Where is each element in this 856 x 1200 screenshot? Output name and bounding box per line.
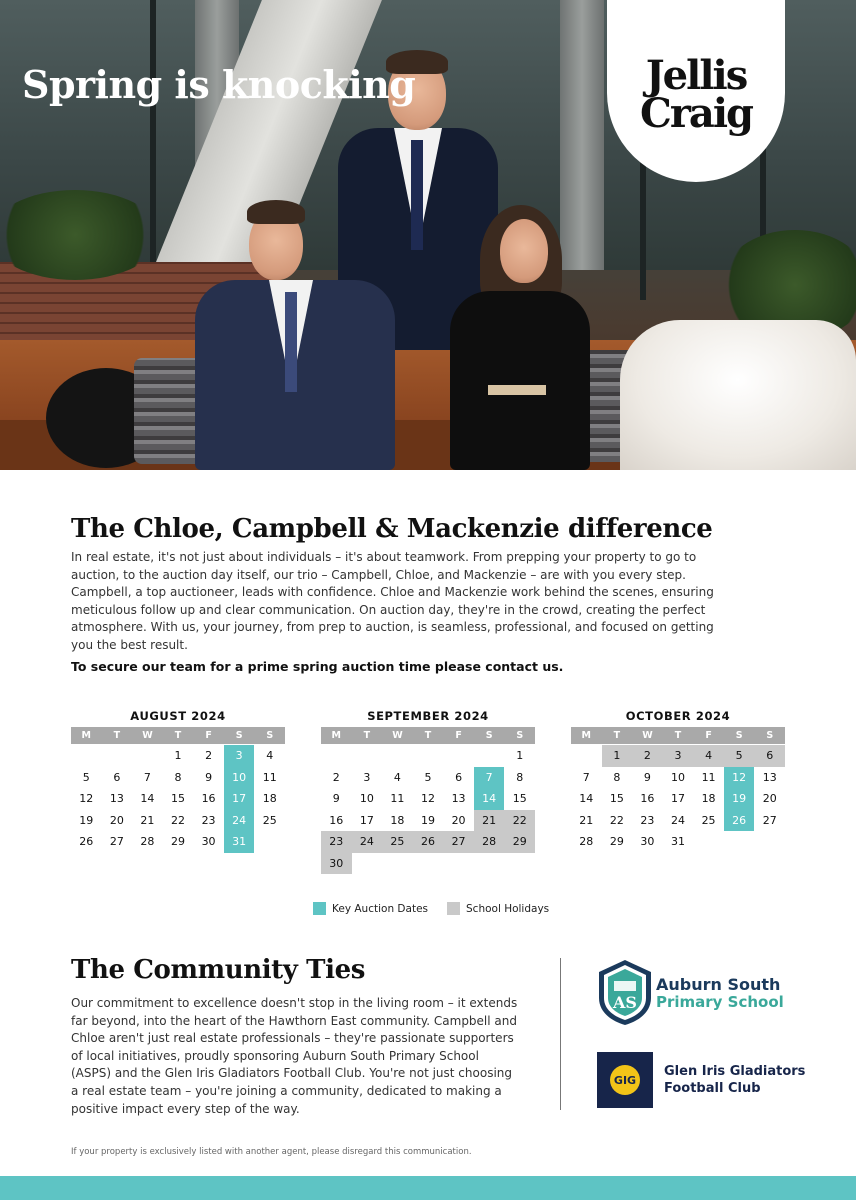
- calendar-day: 11: [262, 770, 277, 784]
- intro-title: The Chloe, Campbell & Mackenzie difference: [71, 514, 713, 544]
- calendar-day: 7: [582, 770, 590, 784]
- weekday-header: M: [581, 730, 592, 741]
- calendar-day: 30: [201, 835, 216, 848]
- sheepskin-throw: [620, 320, 856, 470]
- calendar-day: 19: [79, 813, 94, 827]
- calendar-day: 9: [332, 792, 340, 805]
- calendar-blank: [321, 745, 352, 767]
- calendar-day: 13: [451, 792, 466, 805]
- weekday-header: S: [485, 730, 493, 741]
- weekday-header-row: [71, 727, 285, 744]
- calendar-month-title: SEPTEMBER 2024: [367, 709, 489, 723]
- calendar-day: 11: [390, 792, 405, 805]
- calendar-blank: [413, 745, 444, 767]
- calendar-day: 23: [640, 813, 655, 827]
- calendar-day: 10: [359, 792, 374, 805]
- calendar-day: 24: [670, 813, 685, 827]
- calendar-day: 5: [424, 770, 432, 784]
- calendar-blank: [382, 745, 413, 767]
- weekday-header: S: [735, 730, 743, 741]
- calendar-day: 14: [579, 792, 594, 805]
- calendar-day-key-auction: 26: [724, 810, 755, 832]
- calendar-day-school-holiday: 23: [321, 831, 352, 853]
- hero-headline: Spring is knocking: [22, 62, 416, 107]
- calendar-day: 16: [329, 813, 344, 827]
- calendar-day: 6: [455, 770, 463, 784]
- calendar-day: 16: [640, 792, 655, 805]
- calendar-day: 25: [701, 813, 716, 827]
- calendar-blank: [102, 745, 133, 767]
- calendar-blank: [71, 745, 102, 767]
- weekday-header: M: [331, 730, 342, 741]
- calendar-day: 8: [613, 770, 621, 784]
- calendar-day: 20: [762, 792, 777, 805]
- asps-crest-letters: AS: [613, 993, 637, 1012]
- weekday-header: S: [266, 730, 274, 741]
- calendar-day: 21: [579, 813, 594, 827]
- calendar-day: 14: [140, 792, 155, 805]
- calendar-month-title: AUGUST 2024: [130, 709, 226, 723]
- calendar-september: [321, 709, 535, 874]
- calendar-day-school-holiday: 29: [504, 831, 535, 853]
- calendar-day-key-auction: 31: [224, 831, 255, 853]
- calendar-day: 10: [670, 770, 685, 784]
- calendar-day: 8: [516, 770, 524, 784]
- calendar-day: 31: [670, 835, 685, 848]
- calendar-blank: [352, 745, 383, 767]
- ggfc-name-line2: Football Club: [664, 1081, 761, 1096]
- calendar-day: 30: [640, 835, 655, 848]
- calendar-day-key-auction: 14: [474, 788, 505, 810]
- weekday-header: W: [642, 730, 653, 741]
- weekday-header: F: [705, 730, 712, 741]
- intro-body: In real estate, it's not just about individuals – it's about teamwork. From prepping your property to go to auction, to the auction day itself, our trio – Campbell, Chloe, and Mackenzie – are with you every step. Campbell, a top auctioneer, leads with confidence. Chloe and Mackenzie work behind the scenes, ensuring meticulous follow up and clear communication. On auction day, they're in the crowd, creating the perfect atmosphere. With us, your journey, from prep to auction, is seamless, professional, and focused on getting you the best result.: [71, 550, 714, 652]
- calendar-day: 4: [393, 770, 401, 784]
- calendar-day: 23: [201, 813, 216, 827]
- weekday-header: T: [613, 730, 621, 741]
- community-title: The Community Ties: [71, 955, 365, 985]
- calendar-blank: [571, 745, 602, 767]
- calendar-day: 13: [762, 770, 777, 784]
- calendar-day: 12: [420, 792, 435, 805]
- weekday-header: T: [424, 730, 432, 741]
- calendar-day: 9: [205, 770, 213, 784]
- calendar-day-key-auction: 10: [224, 767, 255, 789]
- calendar-day-grid: [71, 745, 285, 853]
- calendar-day-school-holiday: 6: [754, 745, 785, 767]
- vertical-divider: [560, 958, 561, 1110]
- legend-key-auction: [313, 902, 428, 915]
- ggfc-name-line1: Glen Iris Gladiators: [664, 1064, 806, 1079]
- calendar-day: 18: [262, 792, 277, 805]
- calendar-day: 1: [174, 749, 182, 762]
- calendar-day: 6: [113, 770, 121, 784]
- calendar-blank: [474, 745, 505, 767]
- calendar-day: 26: [79, 835, 94, 848]
- calendar-day-school-holiday: 5: [724, 745, 755, 767]
- calendar-day-key-auction: 17: [224, 788, 255, 810]
- weekday-header-row: [321, 727, 535, 744]
- calendar-day-grid: [321, 745, 535, 874]
- weekday-header: F: [205, 730, 212, 741]
- legend-label: Key Auction Dates: [332, 902, 429, 915]
- calendar-day-grid: [571, 745, 785, 853]
- calendar-day: 25: [262, 813, 277, 827]
- weekday-header: T: [174, 730, 182, 741]
- legend-swatch-grey: [447, 902, 460, 915]
- calendar-day: 15: [512, 792, 527, 805]
- legend-school-holidays: [447, 902, 549, 915]
- calendar-day: 2: [205, 749, 213, 762]
- calendar-day: 29: [609, 835, 624, 848]
- calendar-month-title: OCTOBER 2024: [625, 709, 731, 723]
- calendar-blank: [132, 745, 163, 767]
- calendar-day: 28: [579, 835, 594, 848]
- calendar-day: 16: [201, 792, 216, 805]
- legend-swatch-teal: [313, 902, 326, 915]
- weekday-header: S: [235, 730, 243, 741]
- logo-word-jellis: Jellis: [645, 52, 747, 99]
- calendar-day: 8: [174, 770, 182, 784]
- calendar-day: 15: [609, 792, 624, 805]
- calendar-day-school-holiday: 1: [602, 745, 633, 767]
- calendar-day-key-auction: 24: [224, 810, 255, 832]
- calendar-blank: [443, 745, 474, 767]
- calendar-day: 19: [420, 813, 435, 827]
- calendar-day-school-holiday: 30: [321, 853, 352, 875]
- logo-word-craig: Craig: [640, 90, 752, 137]
- calendar-august: [71, 709, 285, 853]
- calendar-day: 17: [670, 792, 685, 805]
- calendar-day-key-auction: 7: [474, 767, 505, 789]
- contact-cta: To secure our team for a prime spring auction time please contact us.: [71, 659, 564, 674]
- ggfc-badge-icon: [597, 1052, 653, 1108]
- calendar-day-school-holiday: 25: [382, 831, 413, 853]
- weekday-header: S: [766, 730, 774, 741]
- asps-name-line2: Primary School: [656, 993, 784, 1011]
- calendar-day: 27: [762, 813, 777, 827]
- calendar-day-key-auction: 12: [724, 767, 755, 789]
- calendar-day: 29: [170, 835, 185, 848]
- calendar-day: 22: [170, 813, 185, 827]
- legend-label: School Holidays: [466, 902, 550, 915]
- calendar-day: 4: [266, 749, 274, 762]
- calendar-day: 15: [170, 792, 185, 805]
- weekday-header: S: [516, 730, 524, 741]
- calendar-day-school-holiday: 3: [663, 745, 694, 767]
- person-mackenzie: [195, 200, 395, 470]
- footer-accent-bar: [0, 1176, 856, 1200]
- weekday-header-row: [571, 727, 785, 744]
- ggfc-badge-letters: GIG: [613, 1074, 637, 1087]
- calendar-day: 27: [109, 835, 124, 848]
- calendar-day: 7: [143, 770, 151, 784]
- weekday-header: W: [142, 730, 153, 741]
- calendar-day: 3: [363, 770, 371, 784]
- calendar-day-school-holiday: 26: [413, 831, 444, 853]
- calendar-day: 18: [701, 792, 716, 805]
- weekday-header: M: [81, 730, 92, 741]
- calendar-day: 20: [451, 813, 466, 827]
- calendar-day-key-auction: 3: [224, 745, 255, 767]
- calendar-day-school-holiday: 2: [632, 745, 663, 767]
- weekday-header: T: [674, 730, 682, 741]
- calendar-day: 11: [701, 770, 716, 784]
- calendar-day: 20: [109, 813, 124, 827]
- calendar-day: 28: [140, 835, 155, 848]
- calendar-day: 22: [609, 813, 624, 827]
- calendar-day: 1: [516, 749, 524, 762]
- asps-crest-icon: [597, 958, 653, 1026]
- calendar-day-school-holiday: 28: [474, 831, 505, 853]
- asps-name-line1: Auburn South: [656, 975, 781, 994]
- calendar-day-school-holiday: 24: [352, 831, 383, 853]
- calendar-day-school-holiday: 4: [693, 745, 724, 767]
- calendar-day-key-auction: 19: [724, 788, 755, 810]
- calendar-day: 2: [332, 770, 340, 784]
- disclaimer: If your property is exclusively listed with another agent, please disregard this communication.: [71, 1147, 472, 1157]
- calendar-day: 17: [359, 813, 374, 827]
- calendar-day-school-holiday: 22: [504, 810, 535, 832]
- calendar-day: 21: [140, 813, 155, 827]
- weekday-header: T: [363, 730, 371, 741]
- calendar-october: [571, 709, 785, 853]
- calendar-day: 9: [643, 770, 651, 784]
- calendar-day: 18: [390, 813, 405, 827]
- weekday-header: T: [113, 730, 121, 741]
- weekday-header: F: [455, 730, 462, 741]
- calendar-day: 5: [82, 770, 90, 784]
- calendar-day: 12: [79, 792, 94, 805]
- calendar-day-school-holiday: 27: [443, 831, 474, 853]
- calendar-day: 13: [109, 792, 124, 805]
- jellis-craig-logo: [607, 0, 785, 182]
- weekday-header: W: [392, 730, 403, 741]
- person-chloe: [410, 205, 590, 470]
- calendar-day-school-holiday: 21: [474, 810, 505, 832]
- community-body: Our commitment to excellence doesn't stop in the living room – it extends far beyond, into the heart of the Hawthorn East community. Campbell and Chloe aren't just real estate professionals – they're passionate supporters of local initiatives, proudly sponsoring Auburn South Primary School (ASPS) and the Glen Iris Gladiators Football Club. You're not just choosing a real estate team – you're joining a community, dedicated to making a positive impact every step of the way.: [71, 996, 518, 1116]
